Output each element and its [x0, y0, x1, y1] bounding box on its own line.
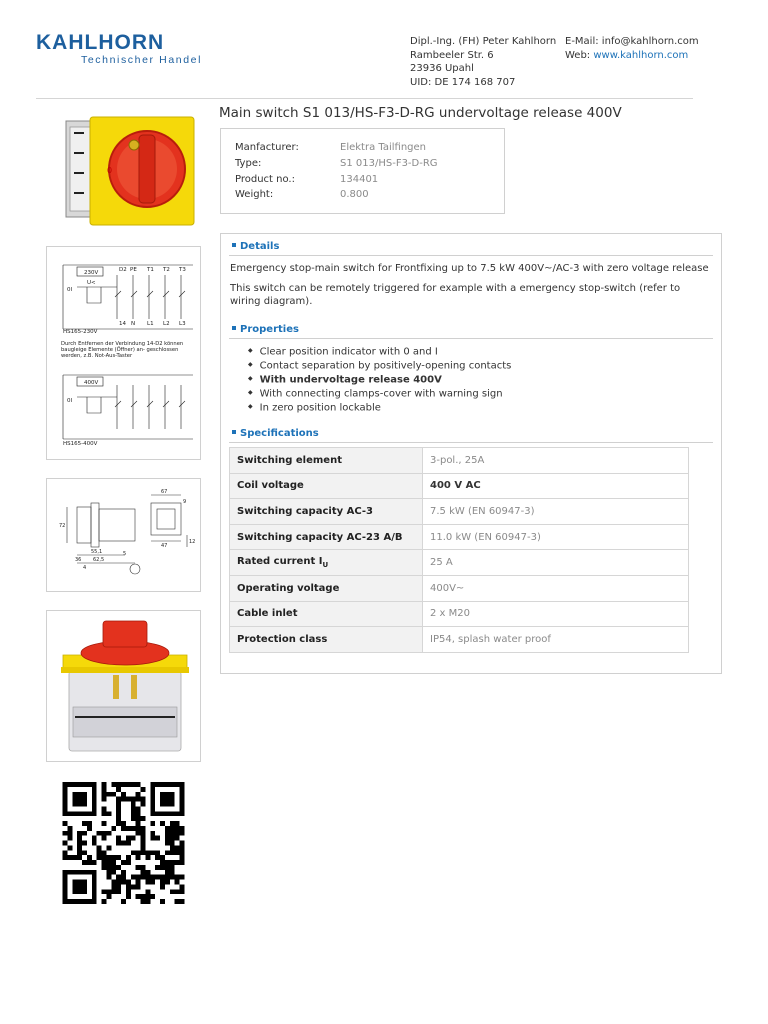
wiring-diagram	[47, 247, 201, 460]
table-row	[230, 575, 689, 601]
qr-code-icon	[60, 782, 187, 904]
specifications-table	[229, 447, 689, 653]
product-summary	[220, 128, 505, 214]
summary-value: S1 013/HS-F3-D-RG	[340, 157, 438, 169]
product-main-image[interactable]	[52, 113, 200, 228]
spec-value: 25 A	[423, 550, 689, 576]
web-label: Web:	[565, 49, 594, 61]
bottom-l1: L1	[147, 321, 154, 327]
dimension-drawing	[47, 479, 201, 592]
table-row	[230, 499, 689, 525]
brand-tagline: Technischer Handel	[81, 54, 203, 66]
wiring-note: Durch Entfernen der Verbindung 14-D2 können baugleige Elemente (Öffner) an- geschlossen werden, z.B. Not-Aus-Taster	[61, 341, 184, 359]
brand-logo	[36, 32, 202, 66]
dimension-drawing-thumbnail[interactable]	[46, 478, 201, 592]
spec-value: 400V~	[423, 575, 689, 601]
summary-row	[235, 172, 490, 188]
list-item: ◆ With undervoltage release 400V	[248, 373, 511, 387]
spec-key: Switching element	[230, 448, 423, 474]
svg-text:0: 0	[107, 166, 113, 175]
product-title: Main switch S1 013/HS-F3-D-RG undervoltage release 400V	[219, 105, 622, 121]
properties-list	[248, 345, 511, 416]
list-item: ◆ With connecting clamps-cover with warning sign	[248, 387, 511, 401]
terminal-t2: T2	[163, 267, 170, 273]
details-paragraph-1: Emergency stop-main switch for Frontfixing up to 7.5 kW 400V~/AC-3 with zero voltage release	[230, 263, 709, 274]
dim-67: 67	[161, 489, 168, 495]
summary-row	[235, 156, 490, 172]
product-photo	[47, 611, 201, 762]
list-item: ◆ Clear position indicator with 0 and I	[248, 345, 511, 359]
specifications-heading	[232, 428, 319, 439]
section-divider	[229, 255, 713, 256]
spec-value: 11.0 kW (EN 60947-3)	[423, 524, 689, 550]
spec-key: Operating voltage	[230, 575, 423, 601]
spec-value: 2 x M20	[423, 601, 689, 627]
bottom-n: N	[131, 321, 136, 327]
section-divider	[229, 442, 713, 443]
summary-key: Weight:	[235, 189, 274, 201]
spec-key	[230, 550, 423, 576]
dim-9: 9	[183, 499, 187, 505]
summary-key: Manfacturer:	[235, 142, 299, 153]
bottom-14: 14	[119, 321, 126, 327]
summary-value: Elektra Tailfingen	[340, 142, 426, 153]
terminal-d2: D2	[119, 267, 127, 273]
spec-key: Coil voltage	[230, 473, 423, 499]
table-row	[230, 601, 689, 627]
dim-5: 5	[123, 551, 127, 557]
spec-value: IP54, splash water proof	[423, 627, 689, 653]
website-link[interactable]: www.kahlhorn.com	[593, 49, 689, 61]
company-contact	[565, 35, 699, 62]
address-line: Rambeeler Str. 6	[410, 49, 494, 61]
summary-key: Product no.:	[235, 173, 295, 185]
spec-key: Switching capacity AC-3	[230, 499, 423, 525]
address-line: 23936 Upahl	[410, 63, 474, 74]
wiring-diagram-thumbnail[interactable]	[46, 246, 201, 460]
spec-value: 7.5 kW (EN 60947-3)	[423, 499, 689, 525]
summary-key: Type:	[235, 157, 262, 169]
wiring-caption-400v: HS165-400V	[63, 441, 98, 447]
dim-47: 47	[161, 543, 168, 549]
dim-12: 12	[189, 539, 196, 545]
details-heading-text: Details	[240, 241, 280, 252]
summary-row	[235, 140, 490, 156]
terminal-t3: T3	[179, 267, 186, 273]
email-text: E-Mail: info@kahlhorn.com	[565, 36, 699, 47]
bullet-square-icon	[232, 430, 236, 434]
terminal-pe: PE	[130, 267, 137, 273]
bullet-square-icon	[232, 326, 236, 330]
list-item: ◆ In zero position lockable	[248, 401, 511, 415]
dim-72: 72	[59, 523, 66, 529]
properties-heading-text: Properties	[240, 324, 299, 335]
details-paragraph-2: This switch can be remotely triggered for example with a emergency stop-switch (refer to wiring diagram).	[230, 283, 681, 307]
spec-value: 400 V AC	[423, 473, 689, 499]
spec-key-text: Rated current I	[237, 556, 323, 568]
spec-key-subscript: U	[322, 561, 329, 570]
table-row	[230, 524, 689, 550]
address-line: UID: DE 174 168 707	[410, 76, 516, 88]
undervoltage-mark: U<	[87, 280, 96, 286]
dim-4: 4	[83, 565, 87, 571]
dim-62: 62,5	[93, 557, 105, 563]
terminal-t1: T1	[147, 267, 154, 273]
dim-55: 55,1	[91, 549, 103, 555]
header-divider	[36, 98, 693, 99]
table-row	[230, 550, 689, 576]
brand-name: KAHLHORN	[36, 31, 165, 54]
wiring-label-230v: 230V	[84, 270, 99, 276]
table-row	[230, 627, 689, 653]
summary-row	[235, 187, 490, 203]
bottom-l3: L3	[179, 321, 186, 327]
address-line: Dipl.-Ing. (FH) Peter Kahlhorn	[410, 36, 557, 47]
section-divider	[229, 338, 713, 339]
switch-label: 0I	[67, 287, 73, 293]
list-item: ◆ Contact separation by positively-opening contacts	[248, 359, 511, 373]
spec-key: Protection class	[230, 627, 423, 653]
table-row	[230, 448, 689, 474]
spec-key: Switching capacity AC-23 A/B	[230, 524, 423, 550]
summary-value: 134401	[340, 173, 379, 185]
switch-label: 0I	[67, 398, 73, 404]
details-heading	[232, 241, 279, 252]
product-photo-thumbnail[interactable]	[46, 610, 201, 762]
spec-value: 3-pol., 25A	[423, 448, 689, 474]
table-row	[230, 473, 689, 499]
spec-key: Cable inlet	[230, 601, 423, 627]
details-panel	[220, 233, 722, 674]
bullet-square-icon	[232, 243, 236, 247]
properties-heading	[232, 324, 299, 335]
web-line	[565, 49, 699, 63]
company-address	[410, 35, 556, 89]
wiring-label-400v: 400V	[84, 380, 99, 386]
bottom-l2: L2	[163, 321, 170, 327]
summary-value: 0.800	[340, 189, 369, 201]
wiring-caption-230v: HS165-230V	[63, 329, 98, 335]
specifications-heading-text: Specifications	[240, 428, 319, 439]
dim-36: 36	[75, 557, 82, 563]
